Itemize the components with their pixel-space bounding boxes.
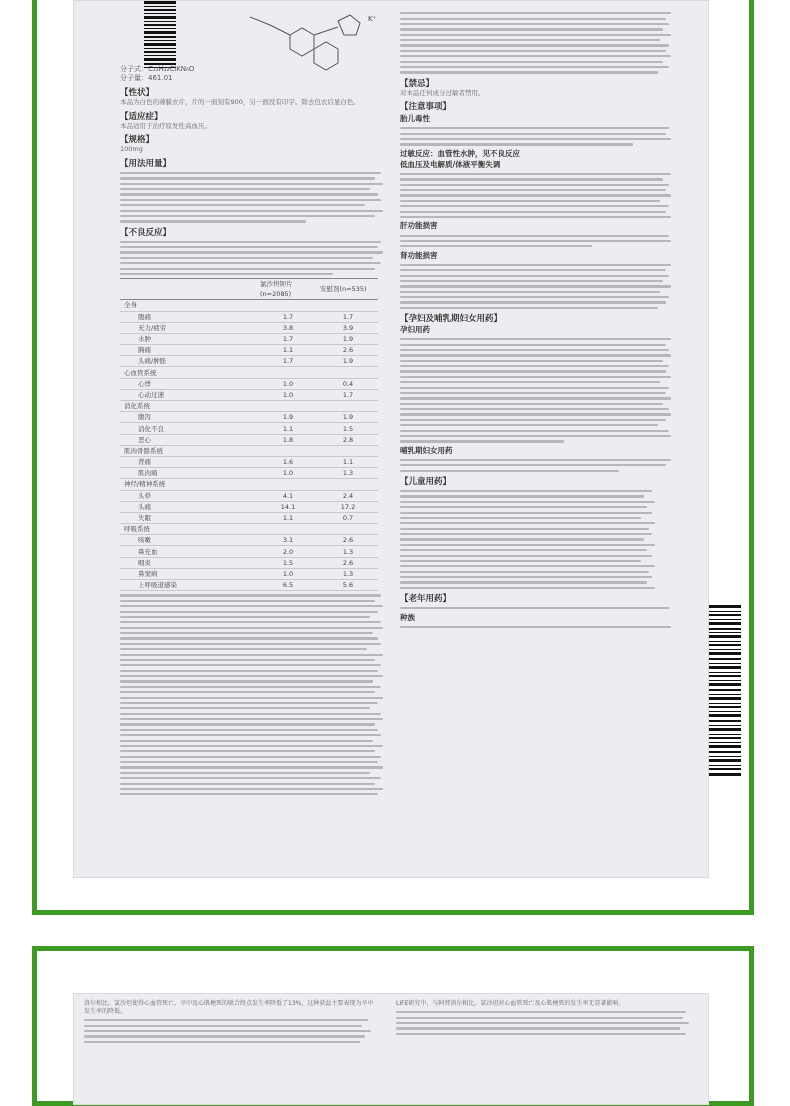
section-contraindications: 【禁忌】: [400, 78, 435, 89]
pregnancy-text-block: [400, 338, 674, 442]
table-row: [120, 501, 378, 512]
table-cell-label: 水肿: [120, 333, 258, 344]
table-cell-losartan: 1.9: [258, 412, 318, 423]
table-cell-losartan: 1.6: [258, 456, 318, 467]
table-cell-label: 肌肉骨骼系统: [120, 445, 258, 456]
bottom-right-column: [396, 1000, 692, 1038]
table-cell-losartan: 1.7: [258, 311, 318, 322]
table-cell-losartan: 1.0: [258, 378, 318, 389]
table-row: [120, 557, 378, 568]
table-row: [120, 311, 378, 322]
table-cell-placebo: 1.3: [318, 546, 378, 557]
liver-text-block: [400, 235, 674, 248]
table-cell-losartan: 4.1: [258, 490, 318, 501]
adverse-events-table: [120, 278, 378, 591]
section-precautions: 【注意事项】: [400, 102, 452, 113]
table-cell-losartan: 3.8: [258, 322, 318, 333]
contraindications-text: 对本品任何成分过敏者禁用。: [400, 88, 485, 97]
table-header: [120, 279, 258, 300]
table-header: 安慰剂(n=535): [318, 279, 378, 300]
table-cell-label: 全身: [120, 300, 258, 311]
table-cell-label: 肌肉痛: [120, 468, 258, 479]
table-cell-label: 消化不良: [120, 423, 258, 434]
subsection-renal: 肾功能损害: [400, 250, 438, 260]
table-cell-placebo: 0.4: [318, 378, 378, 389]
strength-text: 100mg: [120, 145, 143, 154]
table-row: [120, 490, 378, 501]
table-row: [120, 367, 378, 378]
table-cell-losartan: 1.7: [258, 333, 318, 344]
table-row: [120, 300, 378, 311]
table-row: [120, 456, 378, 467]
table-cell-placebo: 2.8: [318, 434, 378, 445]
table-cell-placebo: 1.9: [318, 333, 378, 344]
barcode-right-graphic: [709, 605, 741, 777]
bottom-left-text: 洛尔相比，氯沙坦使得心血管死亡、卒中及心肌梗死的联合终点发生率降低了13%，这种获益主要表现为卒中发生率的降低。: [84, 1000, 374, 1015]
section-adverse: 【不良反应】: [120, 227, 172, 238]
table-cell-placebo: 1.1: [318, 456, 378, 467]
table-row: [120, 468, 378, 479]
table-cell-placebo: 1.9: [318, 356, 378, 367]
renal-text-block: [400, 264, 674, 309]
subsection-pregnancy-use: 孕妇用药: [400, 325, 430, 335]
table-cell-label: 心悸: [120, 378, 258, 389]
subsection-race: 种族: [400, 612, 415, 622]
table-cell-label: 咳嗽: [120, 535, 258, 546]
subsection-low-bp: 低血压及电解质/体液平衡失调: [400, 159, 501, 169]
adverse-text-block: [120, 241, 386, 275]
table-cell-label: 无力/疲劳: [120, 322, 258, 333]
table-cell-losartan: [258, 479, 318, 490]
indications-text: 本品适用于治疗原发性高血压。: [120, 121, 211, 130]
left-column: [120, 9, 386, 799]
table-cell-placebo: 2.6: [318, 557, 378, 568]
table-cell-losartan: 1.5: [258, 557, 318, 568]
dosage-text-block: [120, 172, 386, 223]
subsection-liver: 肝功能损害: [400, 221, 438, 231]
right-top-text-block: [400, 12, 674, 73]
table-cell-placebo: 3.9: [318, 322, 378, 333]
section-strength: 【规格】: [120, 135, 155, 146]
potassium-label: K⁺: [368, 15, 377, 23]
table-row: [120, 445, 378, 456]
table-row: [120, 423, 378, 434]
table-cell-placebo: [318, 445, 378, 456]
table-row: [120, 434, 378, 445]
table-cell-placebo: [318, 401, 378, 412]
table-header: 氯沙坦钾片(n=2085): [258, 279, 318, 300]
table-cell-label: 头晕: [120, 490, 258, 501]
table-cell-label: 咽炎: [120, 557, 258, 568]
table-cell-placebo: 1.3: [318, 468, 378, 479]
table-cell-label: 心动过速: [120, 389, 258, 400]
table-row: [120, 535, 378, 546]
table-cell-placebo: 1.7: [318, 389, 378, 400]
table-cell-label: 消化系统: [120, 401, 258, 412]
table-row: [120, 580, 378, 591]
table-cell-losartan: 14.1: [258, 501, 318, 512]
bottom-left-column: [84, 1000, 374, 1046]
geriatric-text-block: [400, 607, 674, 609]
molecule-structure-image: [210, 7, 400, 81]
table-cell-label: 失眠: [120, 512, 258, 523]
table-cell-losartan: 1.1: [258, 512, 318, 523]
table-cell-losartan: 1.0: [258, 568, 318, 579]
top-panel-frame: [32, 0, 754, 915]
table-row: [120, 546, 378, 557]
table-cell-label: 胸痛: [120, 345, 258, 356]
table-cell-losartan: 3.1: [258, 535, 318, 546]
table-header-row: [120, 279, 378, 300]
table-cell-losartan: [258, 300, 318, 311]
table-cell-placebo: 1.9: [318, 412, 378, 423]
molecular-weight: 分子量：461.01: [120, 74, 173, 82]
table-cell-label: 神经/精神系统: [120, 479, 258, 490]
table-cell-label: 上呼吸道感染: [120, 580, 258, 591]
table-row: [120, 524, 378, 535]
table-cell-label: 腹泻: [120, 412, 258, 423]
right-column: [400, 9, 674, 631]
table-row: [120, 401, 378, 412]
table-cell-placebo: [318, 367, 378, 378]
table-cell-placebo: 2.4: [318, 490, 378, 501]
table-cell-placebo: 0.7: [318, 512, 378, 523]
table-row: [120, 356, 378, 367]
table-cell-losartan: 6.5: [258, 580, 318, 591]
table-cell-losartan: [258, 401, 318, 412]
pediatric-text-block: [400, 490, 674, 589]
table-row: [120, 568, 378, 579]
table-cell-losartan: 1.0: [258, 389, 318, 400]
properties-text: 本品为白色的薄膜衣片，片的一面刻有900，另一面没有印字。除去包衣后显白色。: [120, 98, 360, 106]
table-cell-label: 背痛: [120, 456, 258, 467]
table-cell-placebo: 1.7: [318, 311, 378, 322]
table-cell-placebo: [318, 524, 378, 535]
table-cell-losartan: [258, 445, 318, 456]
fetal-text-block: [400, 127, 674, 145]
table-cell-label: 呼吸系统: [120, 524, 258, 535]
table-cell-label: 鼻充血: [120, 546, 258, 557]
barcode-right: [709, 605, 741, 777]
section-pregnancy: 【孕妇及哺乳期妇女用药】: [400, 314, 503, 325]
table-cell-losartan: 1.7: [258, 356, 318, 367]
bottom-right-text: LIFE研究中，与阿替洛尔相比，氯沙坦对心血管死亡及心肌梗死的发生率无显著影响。: [396, 1000, 625, 1007]
table-cell-losartan: 2.0: [258, 546, 318, 557]
table-cell-losartan: 1.0: [258, 468, 318, 479]
table-cell-placebo: 2.6: [318, 535, 378, 546]
table-cell-label: 鼻窦病: [120, 568, 258, 579]
section-geriatric: 【老年用药】: [400, 593, 452, 604]
table-cell-placebo: 5.6: [318, 580, 378, 591]
table-cell-label: 恶心: [120, 434, 258, 445]
subsection-lactation: 哺乳期妇女用药: [400, 445, 453, 455]
table-cell-placebo: 1.3: [318, 568, 378, 579]
table-row: [120, 412, 378, 423]
bottom-panel-frame: [32, 946, 754, 1106]
table-row: [120, 389, 378, 400]
table-row: [120, 322, 378, 333]
table-cell-losartan: 1.1: [258, 423, 318, 434]
table-cell-losartan: 1.8: [258, 434, 318, 445]
table-cell-label: 心血管系统: [120, 367, 258, 378]
table-cell-losartan: [258, 524, 318, 535]
table-row: [120, 479, 378, 490]
section-pediatric: 【儿童用药】: [400, 476, 452, 487]
table-cell-placebo: [318, 300, 378, 311]
table-row: [120, 378, 378, 389]
table-cell-label: 头痛: [120, 501, 258, 512]
subsection-hypersensitivity: 过敏反应：血管性水肿，见不良反应: [400, 148, 520, 158]
subsection-fetal-toxicity: 胎儿毒性: [400, 114, 430, 124]
table-cell-losartan: 1.1: [258, 345, 318, 356]
table-cell-placebo: 2.6: [318, 345, 378, 356]
leaflet-photo-top: [73, 0, 709, 878]
race-text-block: [400, 626, 674, 628]
section-dosage: 【用法用量】: [120, 158, 172, 169]
section-indications: 【适应症】: [120, 111, 163, 122]
table-cell-label: 头痛/肿胀: [120, 356, 258, 367]
table-cell-losartan: [258, 367, 318, 378]
molecular-formula: 分子式：C₂₂H₂₂ClKN₆O: [120, 65, 195, 73]
low-bp-text-block: [400, 173, 674, 218]
table-row: [120, 333, 378, 344]
table-row: [120, 345, 378, 356]
section-properties: 【性状】: [120, 88, 155, 98]
table-cell-placebo: 17.2: [318, 501, 378, 512]
table-cell-label: 腹痛: [120, 311, 258, 322]
table-cell-placebo: 1.5: [318, 423, 378, 434]
table-cell-placebo: [318, 479, 378, 490]
adverse-after-table-text: [120, 594, 386, 795]
lactation-text-block: [400, 459, 674, 472]
leaflet-photo-bottom: [73, 993, 709, 1105]
table-row: [120, 512, 378, 523]
